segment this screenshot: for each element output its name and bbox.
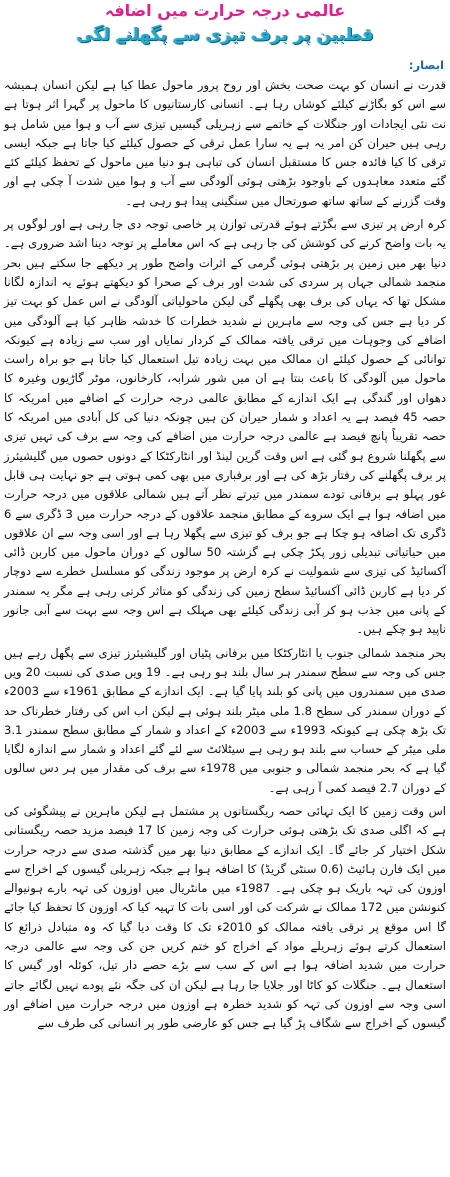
author-name: ابصار: [408,58,444,72]
paragraph: بحر منجمد شمالی جنوب یا انٹارکٹکا میں برفانی پٹیاں اور گلیشیئرز تیزی سے پگھل رہے ہیں جس کی وجہ سے سطح سمندر ہر سال بلند ہو رہی ہے۔ 19 ویں صدی کی نسبت 20 ویں صدی میں سمندروں میں پانی کو بلند پایا گیا ہے۔ ایک اندازے کے مطابق 1961ء سے 2003ء کے دوران سمندر کی سطح 1.8 ملی میٹر بلند ہوئی ہے لیکن اب اس کی رفتار خطرناک حد تک بڑھ چکی ہے کیونکہ 1993ء سے 2003ء کے اعداد و شمار کے مطابق سطح سمندر 3.1 ملی میٹر کے حساب سے بلند ہو رہی ہے سیٹلائٹ سے لئے گئے اعداد و شمار سے اندازہ لگایا گیا ہے کہ بحر منجمد شمالی و جنوبی میں 1978ء سے برف کی مقدار میں ہر دس سالوں کے دوران 2.7 فیصد کمی آ رہی ہے۔ [4,645,446,795]
article-title: عالمی درجہ حرارت میں اضافہ [104,1,346,20]
paragraph: قدرت نے انسان کو بہت صحت بخش اور روح پرور ماحول عطا کیا ہے لیکن انسان ہمیشہ سے اس کو بگاڑنے کیلئے کوشاں رہا ہے۔ انسانی کارستانیوں کا ماحول پر گہرا اثر ہوتا ہے نت نئی ایجادات اور جنگلات کے خاتمے سے زہریلی گیسیں تیزی سے آب و ہوا میں شامل ہو رہی ہیں حیران کن امر یہ ہے یہ سارا عمل ترقی کے حصول کیلئے کیا جاتا ہے جبکہ ایسی ترقی کا کیا فائدہ جس کا مستقبل انسان کی تباہی ہو دنیا میں ماحول کے تحفظ کیلئے کئے گئے متعدد معاہدوں کے باوجود بڑھتی ہوئی آلودگی سے آب و ہوا میں شدت آ چکی ہے اور وقت گزرنے کے ساتھ ساتھ صورتحال میں سنگینی پیدا ہو رہی ہے۔ [4,78,446,208]
article-subtitle: قطبین پر برف تیزی سے پگھلنے لگی [76,25,374,45]
paragraph: کرہ ارض پر تیزی سے بگڑتے ہوئے قدرتی توازن پر خاصی توجہ دی جا رہی ہے اور لوگوں پر یہ بات واضح کرنے کی کوشش کی جا رہی ہے کہ اس معاملے پر توجہ دینا اشد ضروری ہے۔ دنیا بھر میں زمین پر بڑھتی ہوئی گرمی کے اثرات واضح طور پر دیکھے جا سکتے ہیں بحر منجمد شمالی جہاں پر سردی کی شدت اور برف کے صحرا کو دیکھتے ہوئے یہ اندازہ لگانا مشکل تھا کہ یہاں کی برف بھی پگھلے گی لیکن ماحولیاتی آلودگی نے اس عمل کو بہت تیز کر دیا ہے جس کی وجہ سے ماہرین نے شدید خطرات کا خدشہ ظاہر کیا ہے آلودگی میں اضافے کی وجوہات میں ترقی یافتہ ممالک کے کردار نمایاں اور سب سے زیادہ ہے کیونکہ توانائی کے حصول کیلئے ان ممالک میں بہت زیادہ تیل استعمال کیا جاتا ہے جو براہ راست ماحول میں آلودگی کا باعث بنتا ہے ان میں شور شرابہ، کارخانوں، موٹر گاڑیوں وغیرہ کا دھواں اور گندگی ہے ایک اندازے کے مطابق عالمی درجہ حرارت کے اضافے میں امریکہ کا حصہ 45 فیصد ہے یہ اعداد و شمار حیران کن ہیں چونکہ دنیا کی کل آبادی میں امریکہ کا حصہ تقریباً پانچ فیصد ہے عالمی درجہ حرارت میں اضافے کی وجہ سے برف کی تہیں تیزی سے پگھلنا شروع ہو گئی ہے اس وقت گرین لینڈ اور انٹارکٹکا کے دونوں حصوں میں گلیشیئرز پر برف پگھلنے کی رفتار بڑھ کی ہے اور برفباری میں بھی کمی ہوتی ہے جو نہایت ہی قابل غور پہلو ہے برفانی تودے سمندر میں تیرتے نظر آتے ہیں شمالی علاقوں میں درجہ حرارت میں اضافہ ہوا ہے ایک سروے کے مطابق منجمد علاقوں کے درجہ حرارت میں 3 ڈگری سے 6 ڈگری تک اضافہ ہو چکا ہے جو برف کو تیزی سے پگھلا رہا ہے اور اسی وجہ سے ان علاقوں میں حیاتیاتی تبدیلی زور پکڑ چکی ہے گزشتہ 50 سالوں کے دوران ماحول میں کاربن ڈائی آکسائیڈ کی تیزی سے شمولیت نے کرہ ارض پر موجود زندگی کو مسلسل خطرے سے دوچار کر دیا ہے کاربن ڈائی آکسائیڈ سطح زمین کی زندگی کو متاثر کرتی رہی ہے مگر یہ سمندر کے پانی میں جذب ہو کر آبی زندگی کیلئے بھی مہلک ہے اس وجہ سے بہت سے آبی جانور ناپید ہو چکے ہیں۔ [4,217,447,637]
paragraph: اس وقت زمین کا ایک تہائی حصہ ریگستانوں پر مشتمل ہے لیکن ماہرین نے پیشگوئی کی ہے کہ اگلی صدی تک بڑھتی ہوئی حرارت کی وجہ زمین کا 17 فیصد مزید حصہ ریگستانی شکل اختیار کر جائے گا۔ ایک اندازے کے مطابق دنیا بھر میں گذشتہ صدی سے درجہ حرارت میں ایک فارن ہائیٹ (0.6 سنٹی گریڈ) کا اضافہ ہوا ہے جبکہ زہریلی گیسوں کے اخراج سے اوزون کی تہہ باریک ہو چکی ہے۔ 1987ء میں مانٹریال میں اوزون کی تہہ بارے ہونیوالے کنونشن میں 172 ممالک نے شرکت کی اور اسی بات کا تہیہ کیا کہ اوزون کا تحفظ کیا جائے گا اس موقع پر ترقی یافتہ ممالک کو 2010ء تک کا وقت دیا گیا کہ وہ متبادل ذرائع کا استعمال کرتے ہوئے زہریلے مواد کے اخراج کو ختم کریں جن کی وجہ سے عالمی درجہ حرارت میں شدید اضافہ ہوا ہے اس کے سب سے بڑے حصے دار تیل، کوئلہ اور گیس کا استعمال ہے۔ جنگلات کو کاٹا اور جلایا جا رہا ہے لیکن ان کی جگہ نئے پودے نہیں لگائے جاتے اسی وجہ سے اوزون کی تہہ کو شدید خطرہ ہے اوزون میں درجہ حرارت میں اضافے اور گیسوں کے اخراج سے شگاف پڑ گیا ہے جس کو عارضی طور پر انسانی کی طرف سے [4,803,447,1031]
article-body [4,76,446,1034]
